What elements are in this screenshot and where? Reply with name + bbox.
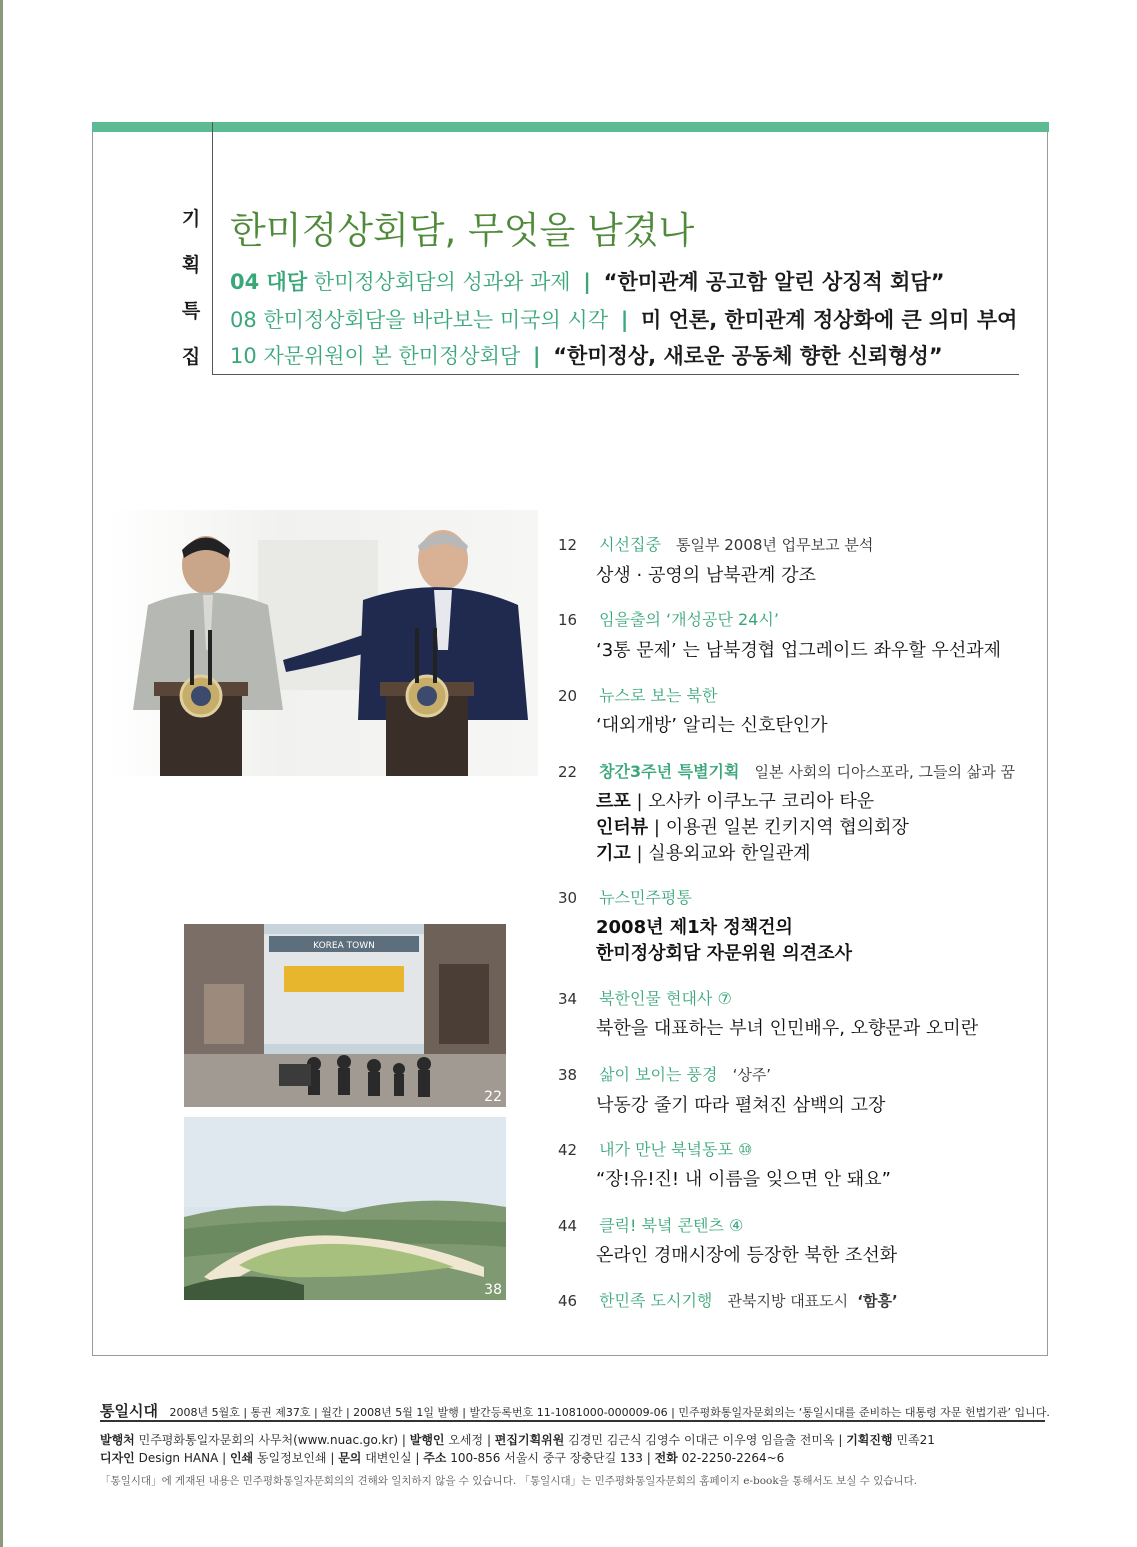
toc-entry[interactable] [558,532,873,555]
feature-title: 한미정상회담, 무엇을 남겼나 [230,209,695,252]
credit-value: 대변인실 [365,1451,412,1465]
toc-subitem [596,787,874,813]
credit-value: 민주평화통일자문회의 사무처(www.nuac.go.kr) [138,1433,399,1447]
publication-info [100,1400,1050,1421]
credit-value: 김경민 김근식 김영수 이대근 이우영 임을출 전미옥 [568,1433,835,1447]
toc-entry[interactable] [558,1213,743,1236]
feature-item-section: 한미정상회담의 성과와 과제 [313,270,571,294]
credit-key: 인쇄 [229,1451,254,1465]
toc-page-number: 20 [558,687,578,705]
korea-town-illustration [184,924,506,1107]
toc-subtitle: 관북지방 대표도시 [727,1292,849,1310]
toc-page-number: 34 [558,990,578,1008]
summit-photo [108,510,538,776]
korea-town-sign: KOREA TOWN [313,941,375,951]
credits-line: 디자인 Design HANA | 인쇄 동일정보인쇄 | 문의 대변인실 | 주소 100-856 서울시 중구 장충단길 133 | 전화 02-2250-2264~6 [100,1451,785,1465]
feature-vertical-label [178,204,204,388]
page-edge [0,0,3,1547]
toc-page-number: 42 [558,1141,578,1159]
toc-section: 시선집중 [599,535,661,554]
toc-subtitle-emphasis: ‘함흥’ [857,1292,898,1310]
toc-subtitle: 일본 사회의 디아스포라, 그들의 삶과 꿈 [754,763,1015,781]
toc-section: 임을출의 ‘개성공단 24시’ [599,610,779,629]
toc-page-number: 16 [558,611,578,629]
feature-label-char: 집 [181,346,201,368]
toc-page-number: 30 [558,889,578,907]
toc-entry[interactable] [558,759,1015,782]
separator: | [583,270,591,294]
toc-subitem-label: 인터뷰 [596,817,649,838]
toc-headline: “장!유!진! 내 이름을 잊으면 안 돼요” [596,1169,891,1190]
toc-subtitle: 통일부 2008년 업무보고 분석 [676,536,874,554]
toc-section: 뉴스로 보는 북한 [599,686,718,705]
toc-subitem [596,813,909,839]
toc-section: 내가 만난 북녘동포 ⑩ [599,1140,753,1159]
credit-value: 02-2250-2264~6 [681,1451,785,1465]
toc-entry[interactable] [558,885,692,908]
river-landscape-photo [184,1117,506,1300]
credit-key: 주소 [423,1451,447,1465]
toc-page-number: 22 [558,763,578,781]
toc-headline: 한미정상회담 자문위원 의견조사 [596,943,852,964]
credit-key: 편집기획위원 [494,1433,565,1447]
toc-entry[interactable] [558,607,779,630]
image-page-number: 38 [484,1282,502,1298]
toc-entry[interactable] [558,986,732,1009]
toc-entry[interactable] [558,1062,771,1085]
toc-subitem-text: | 오사카 이쿠노구 코리아 타운 [636,791,875,812]
toc-section: 클릭! 북녘 콘텐츠 ④ [599,1216,744,1235]
credit-key: 발행인 [409,1433,445,1447]
toc-subitem [596,839,811,865]
divider-vertical [212,122,213,374]
toc-headline: 2008년 제1차 정책건의 [596,917,793,938]
toc-subtitle: ‘상주’ [732,1066,772,1084]
credit-key: 디자인 [100,1451,135,1465]
toc-section: 창간3주년 특별기획 [599,762,740,781]
feature-item-num: 08 한미정상회담을 바라보는 미국의 시각 [230,308,608,332]
magazine-brand: 통일시대 [100,1402,158,1420]
accent-bar [92,122,1049,132]
feature-item[interactable] [230,340,943,370]
korea-town-photo [184,924,506,1107]
toc-subitem-text: | 이용권 일본 킨키지역 협의회장 [653,817,909,838]
feature-label-char: 특 [181,300,201,322]
footer-rule [100,1420,1045,1422]
feature-item[interactable] [230,304,1017,334]
credit-value: 민족21 [896,1433,935,1447]
toc-headline: 낙동강 줄기 따라 펼쳐진 삼백의 고장 [596,1095,886,1116]
publication-meta: 2008년 5월호 | 통권 제37호 | 월간 | 2008년 5월 1일 발행 | 발간등록번호 11-1081000-000009-06 | 민주평화통일자문회의는 ‘통일시대를 준비하는 대통령 자문 헌법기관’ 입니다. [169,1406,1050,1419]
feature-item-num: 10 자문위원이 본 한미정상회담 [230,344,521,368]
credit-key: 기획진행 [846,1433,893,1447]
credits-line: 발행처 민주평화통일자문회의 사무처(www.nuac.go.kr) | 발행인 오세정 | 편집기획위원 김경민 김근식 김영수 이대근 이우영 임을출 전미옥 | 기획진행 민족21 [100,1433,935,1447]
credit-key: 발행처 [100,1433,135,1447]
feature-item-title: 미 언론, 한미관계 정상화에 큰 의미 부여 [641,308,1018,332]
disclaimer: 「통일시대」에 게재된 내용은 민주평화통일자문회의의 견해와 일치하지 않을 수 있습니다. 「통일시대」는 민주평화통일자문회의 홈페이지 e-book을 통해서도 보실 수 있습니다. [100,1475,918,1487]
toc-page-number: 12 [558,536,578,554]
separator: | [620,308,629,332]
credit-key: 전화 [654,1451,678,1465]
feature-label-char: 획 [181,254,201,276]
credit-value: Design HANA [138,1451,219,1465]
toc-page-number: 46 [558,1292,578,1310]
toc-headline: ‘3통 문제’ 는 남북경협 업그레이드 좌우할 우선과제 [596,640,1001,661]
toc-section: 삶이 보이는 풍경 [599,1065,718,1084]
toc-entry[interactable] [558,683,717,706]
feature-item-title: “한미정상, 새로운 공동체 향한 신뢰형성” [553,344,943,368]
feature-item[interactable] [230,266,945,296]
toc-section: 한민족 도시기행 [599,1291,713,1310]
toc-page-number: 38 [558,1066,578,1084]
toc-headline: 온라인 경매시장에 등장한 북한 조선화 [596,1245,898,1266]
feature-item-num: 04 대담 [230,270,308,294]
image-page-number: 22 [484,1089,502,1105]
toc-headline: 상생 · 공영의 남북관계 강조 [596,565,816,586]
credit-value: 동일정보인쇄 [256,1451,327,1465]
toc-page-number: 44 [558,1217,578,1235]
credit-value: 오세정 [448,1433,484,1447]
toc-section: 북한인물 현대사 ⑦ [599,989,732,1008]
toc-subitem-label: 르포 [596,791,631,812]
summit-illustration [108,510,538,776]
divider-horizontal [212,374,1019,375]
toc-entry[interactable] [558,1288,898,1311]
toc-headline: ‘대외개방’ 알리는 신호탄인가 [596,715,828,736]
toc-headline: 북한을 대표하는 부녀 인민배우, 오향문과 오미란 [596,1018,979,1039]
separator: | [532,344,541,368]
credit-value: 100-856 서울시 중구 장충단길 133 [450,1451,643,1465]
credit-key: 문의 [338,1451,362,1465]
feature-label-char: 기 [181,208,201,230]
toc-subitem-text: | 실용외교와 한일관계 [636,843,811,864]
river-illustration [184,1117,506,1300]
feature-item-title: “한미관계 공고함 알린 상징적 회담” [603,270,945,294]
toc-entry[interactable] [558,1137,752,1160]
toc-subitem-label: 기고 [596,843,631,864]
toc-section: 뉴스민주평통 [599,888,692,907]
